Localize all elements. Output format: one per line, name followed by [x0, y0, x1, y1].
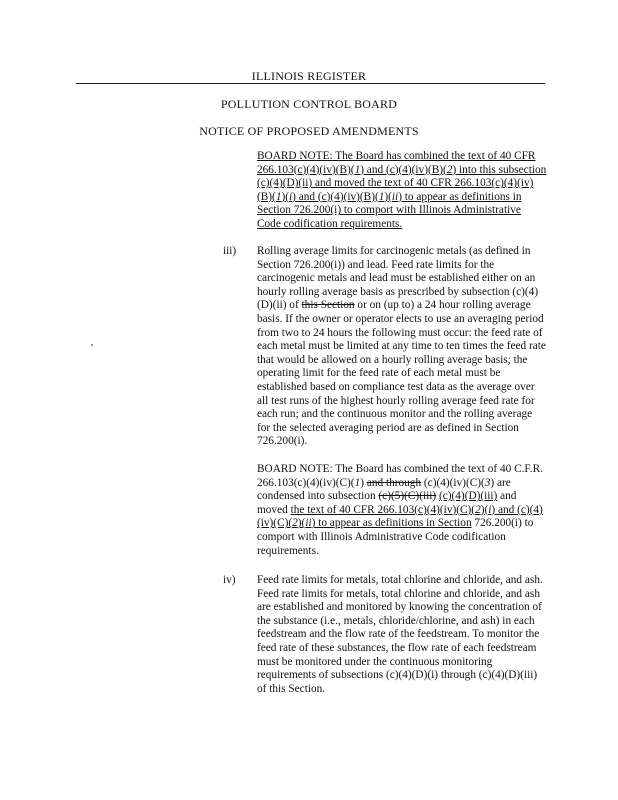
- board-note-2: [257, 463, 547, 558]
- board-title: POLLUTION CONTROL BOARD: [220, 97, 398, 111]
- subsection-iv-text: Feed rate limits for metals, total chlorine and chloride, and ash. Feed rate limits for metals, total chlorine and chloride, and ash are established and monitored by knowing the concentration of the substance (i.e., metals, chloride/chlorine, and ash) in each feedstream and the flow rate of the feedstream. To monitor the feed rate of these substances, the flow rate of each feedstream must be monitored under the continuous monitoring requirements of subsections (c)(4)(D)(i) through (c)(4)(D)(iii) of this Section.: [257, 574, 543, 695]
- notice-title: NOTICE OF PROPOSED AMENDMENTS: [199, 124, 419, 138]
- subsection-iii-text: Rolling average limits for carcinogenic metals (as defined in Section 726.200(i)) and lead. Feed rate limits for the carcinogenic metals and lead must be established either on an hourly rolling average basis as prescribed by subsection (c)(4)(D)(ii) of this Section or on (up to) a 24 hour rolling average basis. If the owner or operator elects to use an averaging period from two to 24 hours the following must occur: the feed rate of each metal must be limited at any time to ten times the feed rate that would be allowed on a hourly rolling average basis; the operating limit for the feed rate of each metal must be established based on compliance test data as the average over all test runs of the highest hourly rolling average feed rate for each run; and the continuous monitor and the rolling average for the selected averaging period are as defined in Section 726.200(i).: [257, 245, 546, 448]
- subsection-iv-label: iv): [223, 574, 236, 586]
- board-note-2-text: BOARD NOTE: The Board has combined the text of 40 C.F.R. 266.103(c)(4)(iv)(C)(1) and through (c)(4)(iv)(C)(3) are condensed into subsection (c)(5)(C)(iii) (c)(4)(D)(iii) and moved the text of 40 CFR 266.103(c)(4)(iv)(C)(2)(i) and (c)(4)(iv)(C)(2)(ii) to appear as definitions in Section 726.200(i) to comport with Illinois Administrative Code codification requirements.: [257, 463, 543, 557]
- register-title: ILLINOIS REGISTER: [251, 69, 367, 83]
- subsection-iii-label: iii): [223, 245, 237, 257]
- board-note-1-text: BOARD NOTE: The Board has combined the text of 40 CFR 266.103(c)(4)(iv)(B)(1) and (c)(4)(iv)(B)(2) into this subsection (c)(4)(D)(ii) and moved the text of 40 CFR 266.103(c)(4)(iv)(B)(1)(i) and (c)(4)(iv)(B)(1)(ii) to appear as definitions in Section 726.200(i) to comport with Illinois Administrative Code codification requirements.: [257, 150, 547, 230]
- margin-mark: [91, 344, 93, 346]
- board-note-1: [257, 150, 547, 232]
- header-rule: [76, 83, 545, 84]
